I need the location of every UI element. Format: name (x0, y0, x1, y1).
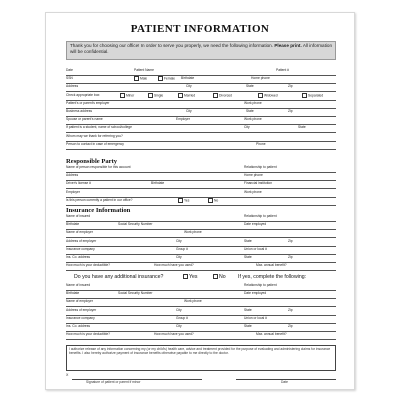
field-label-text: Is this person currently a patient in our office? (66, 197, 133, 202)
intro-bold: Please print. (274, 43, 302, 48)
authorization-statement: I authorize release of any information concerning my (or my child's) health care, advice and treatment provided for the purpose of evaluating and administering claims for insurance benefits. I also hereby authorize payment of insurance benefits otherwise payable to me directly to the doctor. (66, 345, 336, 371)
field-label (244, 125, 250, 130)
checkbox-icon[interactable] (208, 198, 213, 203)
field-label-text: State (298, 125, 306, 130)
field-label-text: Driver's license # (66, 181, 91, 186)
field-label-text: Birthdate (151, 181, 165, 186)
field-label-text: Name of insured (66, 283, 91, 287)
field-label-text: Insurance company (66, 315, 95, 320)
field-label (66, 68, 73, 73)
form-row (66, 214, 336, 222)
form-row (66, 239, 336, 247)
form-row (66, 84, 336, 92)
field-label (184, 230, 202, 235)
additional-no-option[interactable]: No (211, 274, 226, 280)
field-label-text: State (244, 324, 252, 328)
form-row (66, 93, 336, 101)
field-label (184, 299, 202, 304)
field-label-text: Address of employer (66, 238, 97, 243)
field-label-text: Name of employer (66, 230, 93, 235)
field-label-text: City (176, 307, 182, 312)
checkbox-option[interactable] (132, 76, 147, 81)
checkbox-icon[interactable] (302, 93, 307, 98)
field-label (154, 332, 194, 337)
field-label-text: Birthdate (66, 291, 80, 296)
field-label-text: Patient # (276, 68, 290, 72)
field-label-text: State (244, 307, 252, 312)
field-label (66, 324, 90, 329)
field-label (288, 324, 293, 329)
field-label-text: Person to contact in case of emergency (66, 141, 124, 146)
field-label (66, 299, 93, 304)
field-label-text: Zip (288, 238, 293, 243)
checkbox-icon[interactable] (120, 93, 125, 98)
field-label-text: Minor (126, 92, 135, 97)
field-label-text: Address (66, 84, 79, 89)
field-label-text: Phone (256, 141, 266, 146)
field-label-text: How much is your deductible? (66, 263, 110, 268)
field-label-text: Home phone (251, 76, 270, 81)
field-label-text: Relationship to patient (244, 283, 277, 287)
field-label (66, 109, 92, 114)
field-label (176, 316, 188, 321)
field-label-text: City (186, 109, 192, 113)
field-label (176, 308, 182, 313)
field-label (256, 263, 287, 268)
checkbox-option[interactable] (146, 93, 163, 98)
field-label (244, 316, 267, 321)
field-label-text: State (244, 255, 252, 259)
field-label (66, 190, 80, 195)
field-label (66, 101, 109, 106)
field-label (244, 291, 266, 296)
field-label-text: Name of employer (66, 299, 93, 304)
form-row (66, 230, 336, 238)
form-row (66, 76, 336, 84)
form-row (66, 165, 336, 173)
field-label-text: Check appropriate box: (66, 92, 101, 97)
field-label (66, 134, 123, 139)
field-label (176, 247, 188, 252)
field-label-text: Birthdate (181, 76, 195, 81)
field-label-text: State (246, 109, 254, 113)
field-label-text: Zip (288, 307, 293, 312)
field-label-text: Zip (288, 84, 293, 89)
field-label (66, 230, 93, 235)
field-label-text: Divorced (219, 92, 233, 97)
field-label (244, 190, 262, 195)
patient-information-form (45, 12, 355, 390)
checkbox-icon[interactable] (178, 93, 183, 98)
field-label (118, 222, 152, 227)
field-label (244, 239, 252, 244)
date-caption: Date (281, 380, 288, 384)
field-label-text: Group # (176, 246, 188, 251)
field-label-text: How much is your deductible? (66, 332, 110, 337)
field-label (244, 222, 266, 227)
field-label-text: Female (164, 76, 175, 81)
field-label-text: Group # (176, 315, 188, 320)
field-label-text: City (176, 324, 182, 328)
field-label-text: City (186, 84, 192, 89)
field-label (256, 332, 287, 337)
field-label-text: Work phone (244, 117, 262, 122)
form-row (66, 222, 336, 230)
field-label-text: Whom may we thank for referring you? (66, 133, 123, 138)
field-label-text: Single (154, 92, 164, 97)
field-label-text: City (176, 255, 182, 259)
field-label-text: Ins. Co. address (66, 255, 91, 259)
field-label (66, 198, 132, 203)
field-label (176, 117, 190, 122)
checkbox-icon[interactable] (178, 198, 183, 203)
field-label (244, 117, 262, 122)
form-row (66, 316, 336, 324)
form-row (66, 134, 336, 142)
field-label (186, 84, 192, 89)
field-label (176, 324, 182, 329)
field-label-text: SSN (66, 76, 73, 81)
field-label-text: Zip (288, 109, 293, 113)
additional-insurance-question (66, 272, 336, 282)
field-label (244, 324, 252, 329)
additional-insurance-label: Do you have any additional insurance? (74, 274, 164, 280)
field-label-text: Max. annual benefit? (256, 263, 287, 268)
field-label-text: Spouse or parent's name (66, 117, 103, 122)
field-label (244, 214, 277, 219)
field-label (66, 214, 90, 219)
form-row (66, 324, 336, 332)
field-label (66, 291, 79, 296)
form-row (66, 198, 336, 206)
form-row (66, 283, 336, 291)
field-label-text: Patient's or parent's employer (66, 100, 110, 105)
field-label-text: Social Security Number (118, 222, 153, 227)
field-label (244, 308, 252, 313)
intro-text: Thank you for choosing our office! In order to serve you properly, we need the following information. (70, 43, 274, 48)
field-label-text: Insurance company (66, 246, 95, 251)
field-label-text: How much have you used? (154, 332, 194, 337)
field-label-text: Work phone (244, 100, 262, 105)
form-row (66, 332, 336, 340)
field-label-text: Employer (176, 117, 190, 122)
field-label (181, 76, 194, 81)
field-label-text: No (214, 198, 219, 203)
field-label (288, 255, 293, 260)
form-row (66, 117, 336, 125)
field-label (66, 255, 90, 260)
checkbox-option[interactable] (176, 93, 195, 98)
field-label-text: If patient is a student, name of school/college (66, 125, 132, 130)
field-label (244, 247, 267, 252)
field-label (66, 181, 91, 186)
field-label (66, 84, 78, 89)
field-label (66, 76, 73, 81)
field-label-text: City (244, 125, 250, 130)
field-label-text: Address of employer (66, 307, 97, 312)
field-label-text: Patient Name (134, 68, 154, 72)
checkbox-option[interactable] (206, 198, 218, 203)
field-label-text: Married (184, 92, 196, 97)
form-row (66, 142, 336, 150)
field-label (66, 117, 103, 122)
form-row (66, 291, 336, 299)
checkbox-icon[interactable] (213, 93, 218, 98)
field-label-text: Work phone (244, 189, 262, 194)
field-label-text: Name of person responsible for this account (66, 165, 131, 169)
field-label (66, 283, 90, 288)
field-label (66, 247, 95, 252)
field-label (66, 308, 96, 313)
field-label (66, 316, 95, 321)
form-row (66, 308, 336, 316)
field-label (244, 165, 277, 170)
field-label-text: Financial institution (244, 181, 273, 186)
field-label-text: Relationship to patient (244, 214, 277, 218)
field-label (151, 181, 164, 186)
form-row (66, 247, 336, 255)
intro-tail: All information will be confidential. (70, 43, 333, 55)
field-label-text: Union or local # (244, 246, 267, 251)
field-label-text: Max. annual benefit? (256, 332, 287, 337)
field-label (244, 181, 272, 186)
field-label (298, 125, 306, 130)
additional-yes-option[interactable]: Yes (181, 274, 197, 280)
field-label (256, 142, 266, 147)
checkbox-icon[interactable] (183, 274, 188, 279)
field-label-text: Ins. Co. address (66, 324, 91, 328)
field-label-text: Zip (288, 255, 293, 259)
field-label (288, 239, 293, 244)
field-label-text: Work phone (184, 230, 202, 235)
field-label (134, 68, 154, 73)
field-label-text: Business address (66, 109, 93, 113)
field-label (176, 255, 182, 260)
field-label-text: Zip (288, 324, 293, 328)
field-label (176, 239, 182, 244)
form-row (66, 109, 336, 117)
form-row (66, 173, 336, 181)
checkbox-icon[interactable] (158, 76, 163, 81)
field-label-text: Union or local # (244, 315, 267, 320)
field-label-text: Date (66, 68, 73, 72)
field-label-text: Male (140, 76, 148, 81)
field-label (66, 125, 132, 130)
field-label-text: Date employed (244, 222, 267, 227)
field-label (251, 76, 270, 81)
field-label-text: Relationship to patient (244, 165, 277, 169)
field-label (118, 291, 152, 296)
insurance-information-heading: Insurance Information (66, 207, 131, 214)
form-row (66, 190, 336, 198)
field-label-text: Home phone (244, 173, 263, 178)
field-label-text: Social Security Number (118, 291, 153, 296)
field-label-text: Yes (184, 198, 190, 203)
checkbox-option[interactable] (118, 93, 134, 98)
form-row (66, 125, 336, 133)
field-label-text: Address (66, 173, 79, 178)
field-label (66, 165, 131, 170)
form-row (66, 299, 336, 307)
checkbox-icon[interactable] (148, 93, 153, 98)
field-label-text: City (176, 238, 182, 243)
field-label (66, 142, 124, 147)
field-label (244, 283, 277, 288)
checkbox-icon[interactable] (134, 76, 139, 81)
field-label-text: Date employed (244, 291, 267, 296)
field-label-text: Separated (308, 92, 324, 97)
field-label-text: Widowed (264, 92, 278, 97)
checkbox-option[interactable] (300, 93, 323, 98)
field-label (244, 173, 263, 178)
field-label (66, 173, 78, 178)
field-label (288, 84, 293, 89)
checkbox-option[interactable] (256, 93, 278, 98)
form-row (66, 263, 336, 271)
intro-notice-box (66, 41, 336, 60)
field-label (246, 109, 254, 114)
checkbox-icon[interactable] (213, 274, 218, 279)
field-label (66, 93, 100, 98)
field-label-text: Name of insured (66, 214, 91, 218)
field-label (66, 263, 110, 268)
field-label (288, 308, 293, 313)
signature-caption: Signature of patient or parent if minor (86, 380, 141, 384)
field-label (66, 332, 110, 337)
form-row (66, 255, 336, 263)
field-label (186, 109, 192, 114)
form-row (66, 181, 336, 189)
field-label-text: Birthdate (66, 222, 80, 227)
field-label (66, 239, 96, 244)
field-label-text: State (246, 84, 254, 89)
checkbox-icon[interactable] (258, 93, 263, 98)
responsible-party-heading: Responsible Party (66, 158, 118, 165)
field-label-text: How much have you used? (154, 263, 194, 268)
signature-x-mark: X (66, 373, 69, 377)
field-label (246, 84, 254, 89)
field-label (244, 255, 252, 260)
checkbox-option[interactable] (211, 93, 232, 98)
field-label (244, 101, 262, 106)
additional-follow-text: If yes, complete the following: (238, 274, 307, 280)
field-label-text: Work phone (184, 299, 202, 304)
field-label-text: Employer (66, 189, 80, 194)
field-label (154, 263, 194, 268)
field-label-text: State (244, 238, 252, 243)
field-label (276, 68, 289, 73)
field-label (66, 222, 79, 227)
form-row (66, 101, 336, 109)
checkbox-option[interactable] (156, 76, 175, 81)
field-label (288, 109, 293, 114)
form-row (66, 68, 336, 76)
checkbox-option[interactable] (176, 198, 189, 203)
form-title: PATIENT INFORMATION (130, 23, 270, 35)
